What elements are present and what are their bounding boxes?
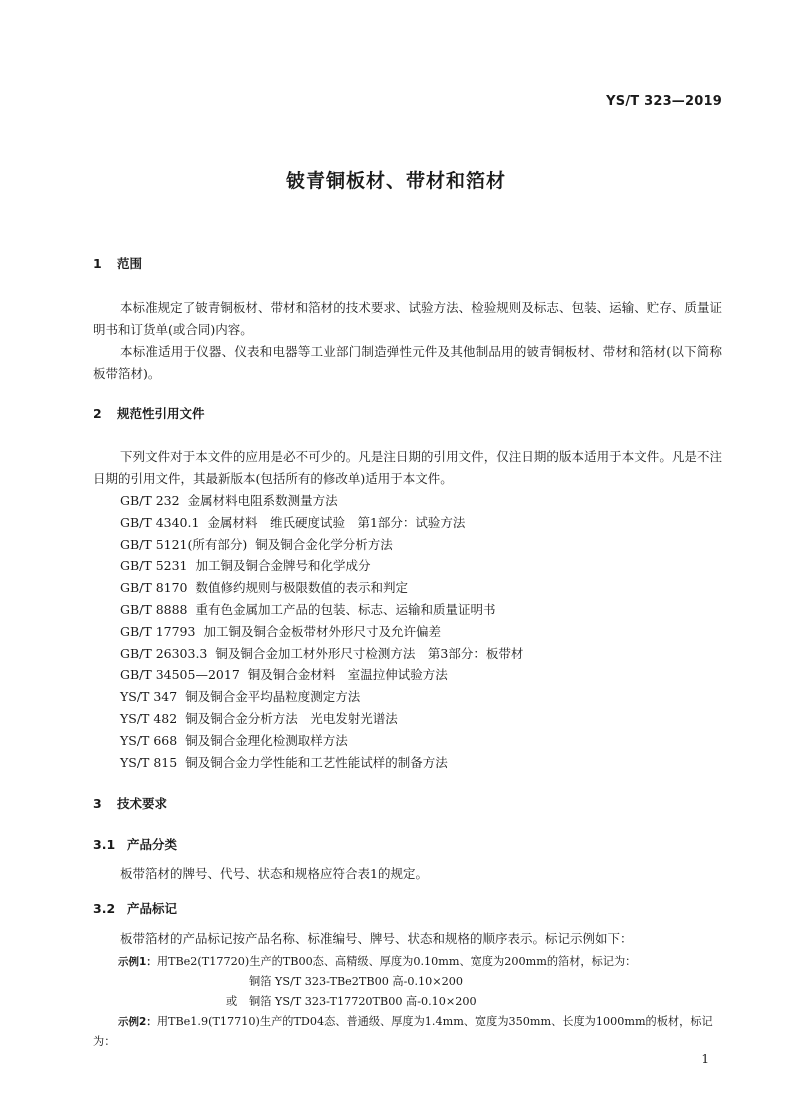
reference-title: 铜及铜合金材料 室温拉伸试验方法 bbox=[247, 667, 448, 683]
reference-title: 金属材料 维氏硬度试验 第1部分：试验方法 bbox=[207, 514, 466, 530]
reference-title: 铜及铜合金力学性能和工艺性能试样的制备方法 bbox=[185, 754, 448, 770]
reference-title: 铜及铜合金平均晶粒度测定方法 bbox=[185, 689, 361, 705]
marking-paragraph bbox=[93, 928, 722, 950]
scope-paragraph-2: 本标准适用于仪器、仪表和电器等工业部门制造弹性元件及其他制品用的铍青铜板材、带材和箔材(以下简称板带箔材)。 bbox=[93, 344, 722, 381]
classification-text: 板带箔材的牌号、代号、状态和规格应符合表1的规定。 bbox=[120, 866, 428, 881]
reference-item bbox=[120, 512, 523, 534]
reference-title: 数值修约规则与极限数值的表示和判定 bbox=[195, 580, 409, 596]
scope-paragraph-1: 本标准规定了铍青铜板材、带材和箔材的技术要求、试验方法、检验规则及标志、包装、运输、贮存、质量证明书和订货单(或合同)内容。 bbox=[93, 300, 722, 337]
reference-code: YS/T 482 bbox=[120, 710, 178, 726]
document-title: 铍青铜板材、带材和箔材 bbox=[285, 170, 506, 192]
reference-code: GB/T 34505—2017 bbox=[120, 667, 240, 683]
section-title: 范围 bbox=[117, 256, 143, 271]
reference-item bbox=[120, 664, 523, 686]
reference-code: GB/T 26303.3 bbox=[120, 645, 208, 661]
subsection-number: 3.1 bbox=[93, 837, 116, 852]
reference-title: 铜及铜合金加工材外形尺寸检测方法 第3部分：板带材 bbox=[215, 645, 524, 661]
reference-item bbox=[120, 708, 523, 730]
subsection-title: 产品标记 bbox=[127, 901, 178, 916]
reference-item bbox=[120, 534, 523, 556]
reference-code: YS/T 668 bbox=[120, 732, 178, 748]
reference-item bbox=[120, 621, 523, 643]
subsection-title: 产品分类 bbox=[127, 837, 178, 852]
reference-title: 铜及铜合金分析方法 光电发射光谱法 bbox=[185, 710, 398, 726]
reference-code: YS/T 347 bbox=[120, 689, 178, 705]
reference-code: GB/T 5121(所有部分) bbox=[120, 536, 248, 552]
reference-title: 加工铜及铜合金牌号和化学成分 bbox=[195, 558, 371, 574]
reference-item bbox=[120, 555, 523, 577]
subsection-number: 3.2 bbox=[93, 901, 116, 916]
reference-code: GB/T 8170 bbox=[120, 580, 188, 596]
example-2 bbox=[93, 1012, 722, 1052]
subsection-3-1-heading bbox=[93, 835, 177, 853]
section-2-heading bbox=[93, 404, 205, 422]
example-2-label: 示例2： bbox=[118, 1016, 157, 1028]
reference-title: 铜及铜合金化学分析方法 bbox=[255, 536, 393, 552]
example-1-text: 用TBe2(T17720)生产的TB00态、高精级、厚度为0.10mm、宽度为200mm的箔材，标记为： bbox=[156, 955, 637, 968]
section-number: 3 bbox=[93, 796, 102, 811]
reference-title: 重有色金属加工产品的包装、标志、运输和质量证明书 bbox=[195, 601, 496, 617]
section-number: 2 bbox=[93, 406, 102, 421]
reference-item bbox=[120, 643, 523, 665]
reference-item bbox=[120, 752, 523, 774]
reference-code: YS/T 815 bbox=[120, 754, 178, 770]
reference-code: GB/T 5231 bbox=[120, 558, 188, 574]
section-number: 1 bbox=[93, 256, 102, 271]
reference-code: GB/T 4340.1 bbox=[120, 514, 200, 530]
reference-item bbox=[120, 490, 523, 512]
reference-item bbox=[120, 730, 523, 752]
scope-paragraphs bbox=[93, 297, 722, 385]
reference-title: 加工铜及铜合金板带材外形尺寸及允许偏差 bbox=[203, 623, 441, 639]
reference-code: GB/T 232 bbox=[120, 493, 180, 508]
example-1-mark-1: 铜箔 YS/T 323-TBe2TB00 高-0.10×200 bbox=[249, 975, 464, 988]
reference-item bbox=[120, 577, 523, 599]
section-title: 规范性引用文件 bbox=[117, 406, 205, 421]
reference-item bbox=[120, 686, 523, 708]
example-2-text: 用TBe1.9(T17710)生产的TD04态、普通级、厚度为1.4mm、宽度为350mm、长度为1000mm的板材，标记为： bbox=[93, 1015, 713, 1048]
reference-title: 铜及铜合金理化检测取样方法 bbox=[185, 732, 348, 748]
marking-text: 板带箔材的产品标记按产品名称、标准编号、牌号、状态和规格的顺序表示。标记示例如下： bbox=[120, 931, 633, 946]
classification-paragraph bbox=[93, 863, 722, 885]
reference-code: GB/T 8888 bbox=[120, 601, 188, 617]
page-number: 1 bbox=[701, 1052, 709, 1066]
example-1-label: 示例1： bbox=[118, 956, 157, 968]
standard-code: YS/T 323—2019 bbox=[606, 94, 722, 109]
section-3-heading bbox=[93, 794, 167, 812]
reference-code: GB/T 17793 bbox=[120, 623, 196, 639]
section-title: 技术要求 bbox=[117, 796, 168, 811]
references-intro bbox=[93, 446, 722, 490]
reference-list bbox=[120, 490, 523, 773]
section-1-heading bbox=[93, 254, 142, 272]
reference-title: 金属材料电阻系数测量方法 bbox=[187, 493, 338, 508]
reference-item bbox=[120, 599, 523, 621]
example-1 bbox=[118, 953, 636, 969]
example-1-mark-2: 铜箔 YS/T 323-T17720TB00 高-0.10×200 bbox=[249, 995, 477, 1008]
subsection-3-2-heading bbox=[93, 899, 177, 917]
example-1-or: 或 bbox=[226, 995, 238, 1008]
references-intro-text: 下列文件对于本文件的应用是必不可少的。凡是注日期的引用文件，仅注日期的版本适用于本文件。凡是不注日期的引用文件，其最新版本(包括所有的修改单)适用于本文件。 bbox=[93, 449, 722, 486]
